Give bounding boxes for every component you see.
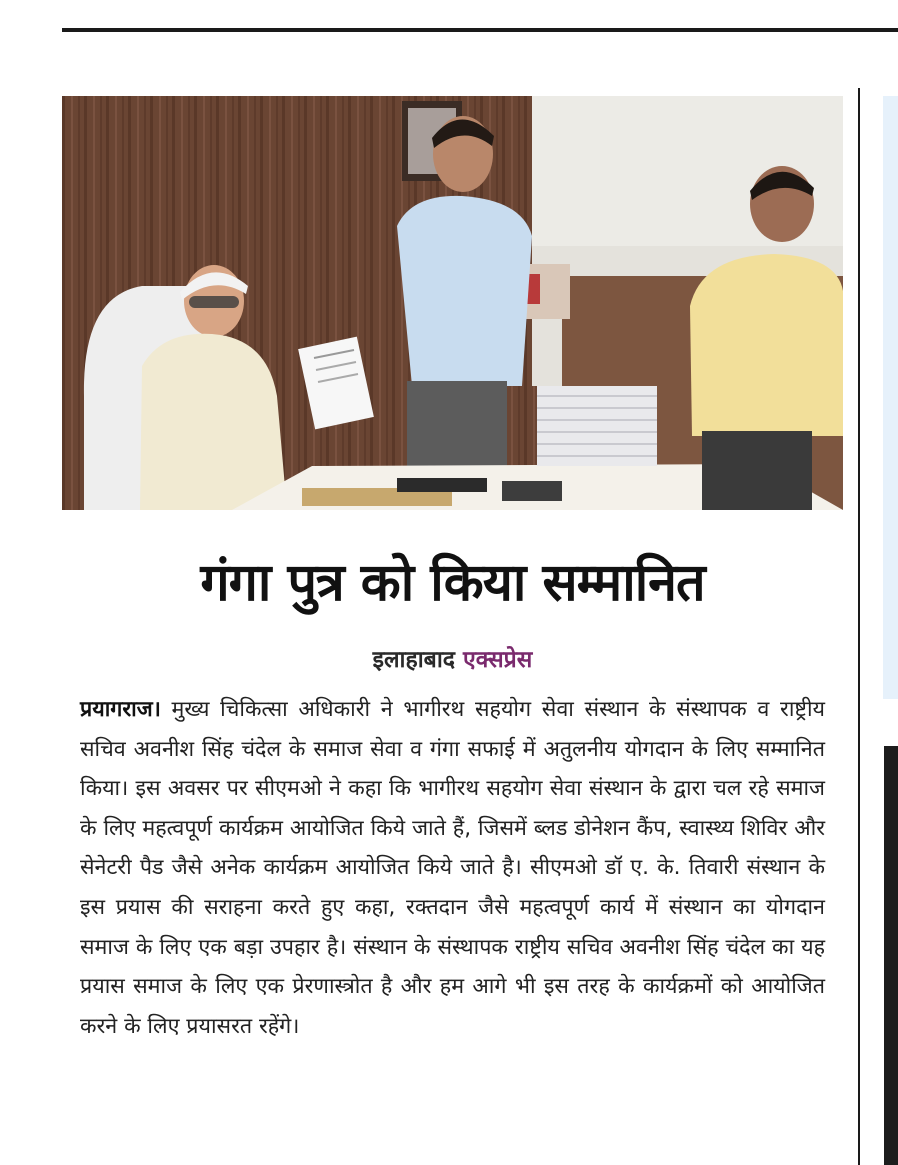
byline-brand: एक्सप्रेस — [463, 647, 533, 673]
byline — [62, 644, 843, 676]
news-photo — [62, 96, 843, 510]
column-divider — [858, 88, 860, 1165]
top-rule — [62, 28, 898, 32]
headline: गंगा पुत्र को किया सम्मानित — [200, 553, 705, 613]
article-text: मुख्य चिकित्सा अधिकारी ने भागीरथ सहयोग सेवा संस्थान के संस्थापक व राष्ट्रीय सचिव अवनीश सिंह चंदेल के समाज सेवा व गंगा सफाई में अतुलनीय योगदान के लिए सम्मानित किया। इस अवसर पर सीएमओ ने कहा कि भागीरथ सहयोग सेवा संस्थान के द्वारा चल रहे समाज के लिए महत्वपूर्ण कार्यक्रम आयोजित किये जाते हैं, जिसमें ब्लड डोनेशन कैंप, स्वास्थ्य शिविर और सेनेटरी पैड जैसे अनेक कार्यक्रम आयोजित किये जाते है। सीएमओ डॉ ए. के. तिवारी संस्थान के इस प्रयास की सराहना करते हुए कहा, रक्तदान जैसे महत्वपूर्ण कार्य में संस्थान का योगदान समाज के लिए एक बड़ा उपहार है। संस्थान के संस्थापक राष्ट्रीय सचिव अवनीश सिंह चंदेल का यह प्रयास समाज के लिए एक प्रेरणास्त्रोत है और हम आगे भी इस तरह के कार्यक्रमों को आयोजित करने के लिए प्रयासरत रहेंगे। — [80, 697, 825, 1039]
news-photo-illustration — [62, 96, 843, 510]
article-body — [80, 690, 825, 1046]
byline-city: इलाहाबाद — [372, 647, 455, 673]
adjacent-column-dark-block — [884, 746, 898, 1165]
article-dateline: प्रयागराज। — [80, 697, 161, 722]
adjacent-column-panel — [883, 96, 898, 699]
